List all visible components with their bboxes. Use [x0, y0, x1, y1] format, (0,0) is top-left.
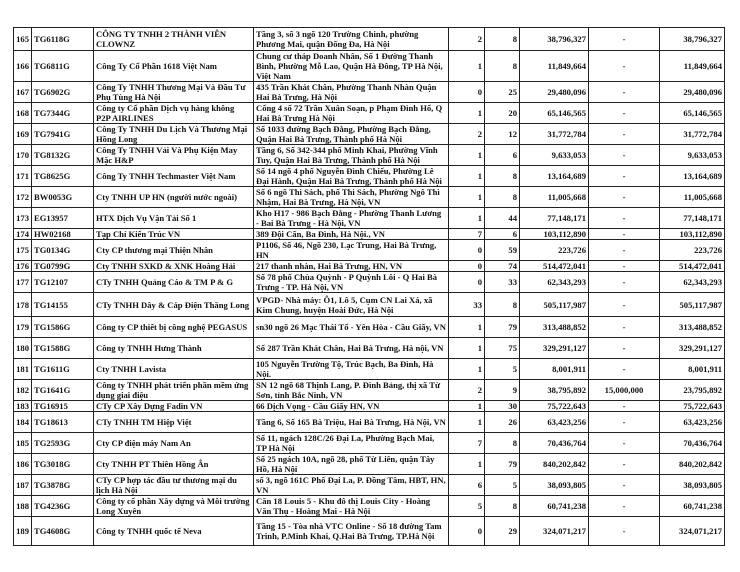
deduction-cell: 15,000,000	[589, 380, 660, 401]
company-name-cell: CTy TNHH Quảng Cáo & TM P & G	[94, 272, 254, 293]
table-row	[14, 103, 725, 124]
company-address-cell: SN 12 ngõ 68 Thịnh Lang, P. Đình Bảng, thị xã Từ Sơn, tỉnh Bắc Ninh, VN	[254, 380, 449, 401]
table-row	[14, 317, 725, 338]
company-name-cell: CTy CP hợp tác đầu tư thương mại du lịch Hà Nội	[94, 475, 254, 496]
total-amount-cell: 313,488,852	[660, 317, 725, 338]
count-a-cell: 1	[449, 166, 485, 187]
deduction-cell: -	[589, 51, 660, 82]
count-b-cell: 6	[485, 145, 520, 166]
row-number-cell: 186	[14, 454, 32, 475]
count-a-cell: 1	[449, 338, 485, 359]
company-name-cell: CTy TNHH Dây & Cáp Điện Thăng Long	[94, 293, 254, 317]
company-address-cell: VPGD- Nhà máy: Ô1, Lô 5, Cụm CN Lai Xá, xã Kim Chung, huyện Hoài Đức, Hà Nội	[254, 293, 449, 317]
count-b-cell: 59	[485, 240, 520, 261]
row-number-cell: 172	[14, 187, 32, 208]
customer-code-cell: TG8625G	[32, 166, 94, 187]
company-address-cell: Kho H17 - 986 Bạch Đằng - Phường Thanh Lương - Bai Bà Trưng - Hà Nội, VN	[254, 208, 449, 229]
total-amount-cell: 31,772,784	[660, 124, 725, 145]
total-amount-cell: 11,849,664	[660, 51, 725, 82]
company-name-cell: HTX Dịch Vụ Vận Tải Số 1	[94, 208, 254, 229]
row-number-cell: 188	[14, 496, 32, 517]
total-amount-cell: 23,795,892	[660, 380, 725, 401]
total-amount-cell: 8,001,911	[660, 359, 725, 380]
total-amount-cell: 38,093,805	[660, 475, 725, 496]
count-a-cell: 1	[449, 401, 485, 412]
amount-cell: 514,472,041	[520, 261, 589, 272]
deduction-cell: -	[589, 517, 660, 546]
total-amount-cell: 38,796,327	[660, 28, 725, 51]
deduction-cell: -	[589, 240, 660, 261]
total-amount-cell: 223,726	[660, 240, 725, 261]
customer-code-cell: TG6902G	[32, 82, 94, 103]
amount-cell: 9,633,053	[520, 145, 589, 166]
deduction-cell: -	[589, 454, 660, 475]
count-b-cell: 5	[485, 359, 520, 380]
customer-code-cell: TG3018G	[32, 454, 94, 475]
amount-cell: 75,722,643	[520, 401, 589, 412]
amount-cell: 103,112,890	[520, 229, 589, 240]
customer-code-cell: TG6811G	[32, 51, 94, 82]
count-b-cell: 75	[485, 338, 520, 359]
customer-code-cell: TG16915	[32, 401, 94, 412]
customer-code-cell: TG0134G	[32, 240, 94, 261]
amount-cell: 223,726	[520, 240, 589, 261]
row-number-cell: 167	[14, 82, 32, 103]
company-name-cell: Tạp Chí Kiến Trúc VN	[94, 229, 254, 240]
company-name-cell: Cty CP điện máy Nam An	[94, 433, 254, 454]
company-address-cell: Căn 18 Louis 5 - Khu đô thị Louis City - Hoàng Văn Thụ - Hoàng Mai - Hà Nội	[254, 496, 449, 517]
row-number-cell: 184	[14, 412, 32, 433]
row-number-cell: 181	[14, 359, 32, 380]
total-amount-cell: 324,071,217	[660, 517, 725, 546]
count-b-cell: 26	[485, 412, 520, 433]
count-b-cell: 12	[485, 124, 520, 145]
count-b-cell: 33	[485, 272, 520, 293]
deduction-cell: -	[589, 317, 660, 338]
table-row	[14, 338, 725, 359]
table-row	[14, 187, 725, 208]
deduction-cell: -	[589, 412, 660, 433]
count-a-cell: 0	[449, 240, 485, 261]
count-b-cell: 8	[485, 496, 520, 517]
table-body	[14, 28, 725, 546]
company-address-cell: 389 Đội Cấn, Ba Đình, Hà Nội., VN	[254, 229, 449, 240]
count-a-cell: 0	[449, 82, 485, 103]
table-row	[14, 208, 725, 229]
row-number-cell: 169	[14, 124, 32, 145]
table-row	[14, 475, 725, 496]
table-row	[14, 359, 725, 380]
deduction-cell: -	[589, 272, 660, 293]
deduction-cell: -	[589, 103, 660, 124]
table-row	[14, 412, 725, 433]
count-b-cell: 5	[485, 475, 520, 496]
company-address-cell: Cổng 4 số 72 Trần Xuân Soạn, p Phạm Đình Hổ, Q Hai Bà Trưng Hà Nội	[254, 103, 449, 124]
amount-cell: 505,117,987	[520, 293, 589, 317]
deduction-cell: -	[589, 28, 660, 51]
company-address-cell: Số 287 Trần Khát Chân, Hai Bà Trưng, Hà nội, VN	[254, 338, 449, 359]
company-address-cell: Tầng 3, số 3 ngõ 120 Trường Chinh, phường Phương Mai, quận Đống Đa, Hà Nội	[254, 28, 449, 51]
total-amount-cell: 70,436,764	[660, 433, 725, 454]
company-address-cell: Tầng 15 - Tòa nhà VTC Online - Số 18 đường Tam Trinh, P.Minh Khai, Q.Hai Bà Trưng, TP.Hà Nội	[254, 517, 449, 546]
customer-code-cell: HW02168	[32, 229, 94, 240]
customer-code-cell: TG12107	[32, 272, 94, 293]
total-amount-cell: 62,343,293	[660, 272, 725, 293]
count-b-cell: 8	[485, 166, 520, 187]
company-address-cell: Số 6 ngõ Thi Sách, phố Thi Sách, Phường Ngô Thì Nhậm, Hai Bà Trưng, Hà Nội, VN	[254, 187, 449, 208]
count-a-cell: 33	[449, 293, 485, 317]
total-amount-cell: 11,005,668	[660, 187, 725, 208]
customer-code-cell: TG2593G	[32, 433, 94, 454]
deduction-cell: -	[589, 359, 660, 380]
customer-code-cell: BW0053G	[32, 187, 94, 208]
deduction-cell: -	[589, 145, 660, 166]
company-address-cell: Tầng 6, Số 165 Bà Triệu, Hai Bà Trưng, Hà Nội, VN	[254, 412, 449, 433]
count-a-cell: 2	[449, 124, 485, 145]
total-amount-cell: 103,112,890	[660, 229, 725, 240]
table-row	[14, 272, 725, 293]
table-row	[14, 261, 725, 272]
row-number-cell: 183	[14, 401, 32, 412]
deduction-cell: -	[589, 187, 660, 208]
count-a-cell: 1	[449, 187, 485, 208]
count-a-cell: 0	[449, 272, 485, 293]
table-row	[14, 51, 725, 82]
customer-code-cell: TG8132G	[32, 145, 94, 166]
row-number-cell: 178	[14, 293, 32, 317]
row-number-cell: 189	[14, 517, 32, 546]
total-amount-cell: 65,146,565	[660, 103, 725, 124]
company-address-cell: Số 25 ngách 10A, ngõ 28, phố Từ Liên, quận Tây Hồ, Hà Nội	[254, 454, 449, 475]
amount-cell: 38,093,805	[520, 475, 589, 496]
company-name-cell: CÔNG TY TNHH 2 THÀNH VIÊN CLOWNZ	[94, 28, 254, 51]
customer-code-cell: EG13957	[32, 208, 94, 229]
count-b-cell: 74	[485, 261, 520, 272]
deduction-cell: -	[589, 124, 660, 145]
customer-code-cell: TG18613	[32, 412, 94, 433]
company-name-cell: Công Ty TNHH Vải Và Phụ Kiện May Mặc H&P	[94, 145, 254, 166]
total-amount-cell: 9,633,053	[660, 145, 725, 166]
count-b-cell: 8	[485, 293, 520, 317]
amount-cell: 13,164,689	[520, 166, 589, 187]
deduction-cell: -	[589, 166, 660, 187]
company-name-cell: Công ty CP thiết bị công nghệ PEGASUS	[94, 317, 254, 338]
row-number-cell: 179	[14, 317, 32, 338]
row-number-cell: 171	[14, 166, 32, 187]
count-b-cell: 44	[485, 208, 520, 229]
company-address-cell: Số 1033 đường Bạch Đằng, Phường Bạch Đằng, Quận Hai Bà Trưng, Thành phố Hà Nội	[254, 124, 449, 145]
customer-code-cell: TG4236G	[32, 496, 94, 517]
table-row	[14, 454, 725, 475]
count-a-cell: 0	[449, 517, 485, 546]
customer-code-cell: TG4608G	[32, 517, 94, 546]
amount-cell: 11,005,668	[520, 187, 589, 208]
company-name-cell: Công Ty TNHH Du Lịch Và Thương Mại Hồng Long	[94, 124, 254, 145]
company-address-cell: Tầng 6, Số 342-344 phố Minh Khai, Phường Vĩnh Tuy, Quận Hai Bà Trưng, Thành phố Hà Nội	[254, 145, 449, 166]
company-address-cell: số 3, ngõ 161C Phố Đại La, P. Đồng Tâm, HBT, HN, VN	[254, 475, 449, 496]
deduction-cell: -	[589, 496, 660, 517]
amount-cell: 840,202,842	[520, 454, 589, 475]
total-amount-cell: 75,722,643	[660, 401, 725, 412]
company-address-cell: P1106, Số 46, Ngõ 230, Lạc Trung, Hai Bà Trưng, HN	[254, 240, 449, 261]
count-a-cell: 1	[449, 317, 485, 338]
company-address-cell: Chung cư tháp Doanh Nhân, Số 1 Đường Thanh Bình, Phường Mỗ Lao, Quận Hà Đông, TP Hà Nội, Việt Nam	[254, 51, 449, 82]
table-row	[14, 166, 725, 187]
customer-code-cell: TG0799G	[32, 261, 94, 272]
table-row	[14, 28, 725, 51]
row-number-cell: 176	[14, 261, 32, 272]
deduction-cell: -	[589, 82, 660, 103]
table-row	[14, 496, 725, 517]
table-row	[14, 517, 725, 546]
row-number-cell: 168	[14, 103, 32, 124]
amount-cell: 8,001,911	[520, 359, 589, 380]
customer-code-cell: TG6118G	[32, 28, 94, 51]
amount-cell: 324,071,217	[520, 517, 589, 546]
customer-code-cell: TG3878G	[32, 475, 94, 496]
total-amount-cell: 13,164,689	[660, 166, 725, 187]
company-name-cell: Cty TNHH Lavista	[94, 359, 254, 380]
company-name-cell: Công ty TNHH quốc tế Neva	[94, 517, 254, 546]
amount-cell: 329,291,127	[520, 338, 589, 359]
total-amount-cell: 63,423,256	[660, 412, 725, 433]
deduction-cell: -	[589, 208, 660, 229]
count-a-cell: 2	[449, 28, 485, 51]
deduction-cell: -	[589, 229, 660, 240]
table-row	[14, 433, 725, 454]
total-amount-cell: 77,148,171	[660, 208, 725, 229]
count-b-cell: 30	[485, 401, 520, 412]
count-b-cell: 79	[485, 454, 520, 475]
company-name-cell: Công Ty TNHH Thương Mại Và Đầu Tư Phụ Tùng Hà Nội	[94, 82, 254, 103]
company-address-cell: Số 11, ngách 128C/26 Đại La, Phường Bạch Mai, TP Hà Nội	[254, 433, 449, 454]
amount-cell: 60,741,238	[520, 496, 589, 517]
count-b-cell: 79	[485, 317, 520, 338]
count-a-cell: 1	[449, 208, 485, 229]
total-amount-cell: 514,472,041	[660, 261, 725, 272]
company-name-cell: Cty TNHH UP HN (người nước ngoài)	[94, 187, 254, 208]
customer-code-cell: TG1588G	[32, 338, 94, 359]
count-b-cell: 25	[485, 82, 520, 103]
count-b-cell: 8	[485, 51, 520, 82]
count-a-cell: 1	[449, 51, 485, 82]
company-address-cell: 66 Dịch Vọng - Cầu Giấy HN, VN	[254, 401, 449, 412]
company-name-cell: Công Ty Cổ Phần 1618 Việt Nam	[94, 51, 254, 82]
row-number-cell: 170	[14, 145, 32, 166]
amount-cell: 62,343,293	[520, 272, 589, 293]
company-name-cell: Công ty TNHH Hưng Thành	[94, 338, 254, 359]
amount-cell: 38,796,327	[520, 28, 589, 51]
row-number-cell: 174	[14, 229, 32, 240]
amount-cell: 63,423,256	[520, 412, 589, 433]
row-number-cell: 177	[14, 272, 32, 293]
data-table	[13, 27, 725, 546]
company-address-cell: Số 14 ngõ 4 phố Nguyễn Đình Chiểu, Phường Lê Đại Hành, Quận Hai Bà Trưng, Thành phố Hà Nội	[254, 166, 449, 187]
company-name-cell: Cty TNHH SXKD & XNK Hoàng Hải	[94, 261, 254, 272]
count-a-cell: 5	[449, 496, 485, 517]
row-number-cell: 166	[14, 51, 32, 82]
count-a-cell: 1	[449, 145, 485, 166]
count-a-cell: 7	[449, 229, 485, 240]
deduction-cell: -	[589, 401, 660, 412]
count-a-cell: 0	[449, 261, 485, 272]
total-amount-cell: 60,741,238	[660, 496, 725, 517]
company-name-cell: CTy CP Xây Dựng Fadin VN	[94, 401, 254, 412]
amount-cell: 31,772,784	[520, 124, 589, 145]
count-a-cell: 2	[449, 380, 485, 401]
customer-code-cell: TG1586G	[32, 317, 94, 338]
table-row	[14, 240, 725, 261]
company-name-cell: Công ty cổ phần Xây dựng và Môi trường Long Xuyên	[94, 496, 254, 517]
company-name-cell: Cty TNHH PT Thiên Hồng Ân	[94, 454, 254, 475]
deduction-cell: -	[589, 433, 660, 454]
amount-cell: 65,146,565	[520, 103, 589, 124]
table-row	[14, 229, 725, 240]
company-name-cell: Công ty Cổ phần Dịch vụ hàng không P2P AIRLINES	[94, 103, 254, 124]
row-number-cell: 173	[14, 208, 32, 229]
row-number-cell: 185	[14, 433, 32, 454]
customer-code-cell: TG14155	[32, 293, 94, 317]
deduction-cell: -	[589, 475, 660, 496]
count-b-cell: 8	[485, 28, 520, 51]
company-address-cell: 105 Nguyễn Trường Tộ, Trúc Bạch, Ba Đình, Hà Nội.	[254, 359, 449, 380]
amount-cell: 29,480,096	[520, 82, 589, 103]
amount-cell: 70,436,764	[520, 433, 589, 454]
row-number-cell: 165	[14, 28, 32, 51]
count-a-cell: 7	[449, 433, 485, 454]
amount-cell: 77,148,171	[520, 208, 589, 229]
customer-code-cell: TG7941G	[32, 124, 94, 145]
deduction-cell: -	[589, 261, 660, 272]
table-row	[14, 293, 725, 317]
customer-code-cell: TG1641G	[32, 380, 94, 401]
row-number-cell: 187	[14, 475, 32, 496]
amount-cell: 313,488,852	[520, 317, 589, 338]
company-address-cell: Số 78 phố Chùa Quỳnh - P Quỳnh Lôi - Q Hai Bà Trưng - TP. Hà Nội, VN	[254, 272, 449, 293]
company-address-cell: 435 Trần Khát Chân, Phường Thanh Nhàn Quận Hai Bà Trưng, Hà Nội	[254, 82, 449, 103]
table-row	[14, 401, 725, 412]
row-number-cell: 180	[14, 338, 32, 359]
table-row	[14, 124, 725, 145]
table-row	[14, 380, 725, 401]
amount-cell: 11,849,664	[520, 51, 589, 82]
total-amount-cell: 329,291,127	[660, 338, 725, 359]
total-amount-cell: 29,480,096	[660, 82, 725, 103]
company-name-cell: Công Ty TNHH Techmaster Việt Nam	[94, 166, 254, 187]
count-b-cell: 9	[485, 380, 520, 401]
count-b-cell: 29	[485, 517, 520, 546]
company-name-cell: CTy TNHH TM Hiệp Việt	[94, 412, 254, 433]
count-a-cell: 1	[449, 454, 485, 475]
count-a-cell: 1	[449, 412, 485, 433]
customer-code-cell: TG7344G	[32, 103, 94, 124]
deduction-cell: -	[589, 293, 660, 317]
company-name-cell: Công ty TNHH phát triển phần mềm ứng dụng giai điệu	[94, 380, 254, 401]
amount-cell: 38,795,892	[520, 380, 589, 401]
total-amount-cell: 505,117,987	[660, 293, 725, 317]
count-a-cell: 6	[449, 475, 485, 496]
count-b-cell: 8	[485, 433, 520, 454]
company-address-cell: 217 thanh nhàn, Hai Bà Trưng, HN, VN	[254, 261, 449, 272]
count-a-cell: 1	[449, 103, 485, 124]
count-b-cell: 8	[485, 187, 520, 208]
count-b-cell: 20	[485, 103, 520, 124]
table-row	[14, 82, 725, 103]
company-address-cell: sn30 ngõ 26 Mạc Thái Tổ - Yên Hòa - Cầu Giấy, VN	[254, 317, 449, 338]
count-a-cell: 1	[449, 359, 485, 380]
customer-code-cell: TG1611G	[32, 359, 94, 380]
row-number-cell: 182	[14, 380, 32, 401]
deduction-cell: -	[589, 338, 660, 359]
row-number-cell: 175	[14, 240, 32, 261]
table-row	[14, 145, 725, 166]
company-name-cell: Cty CP thương mại Thiện Nhân	[94, 240, 254, 261]
total-amount-cell: 840,202,842	[660, 454, 725, 475]
count-b-cell: 6	[485, 229, 520, 240]
